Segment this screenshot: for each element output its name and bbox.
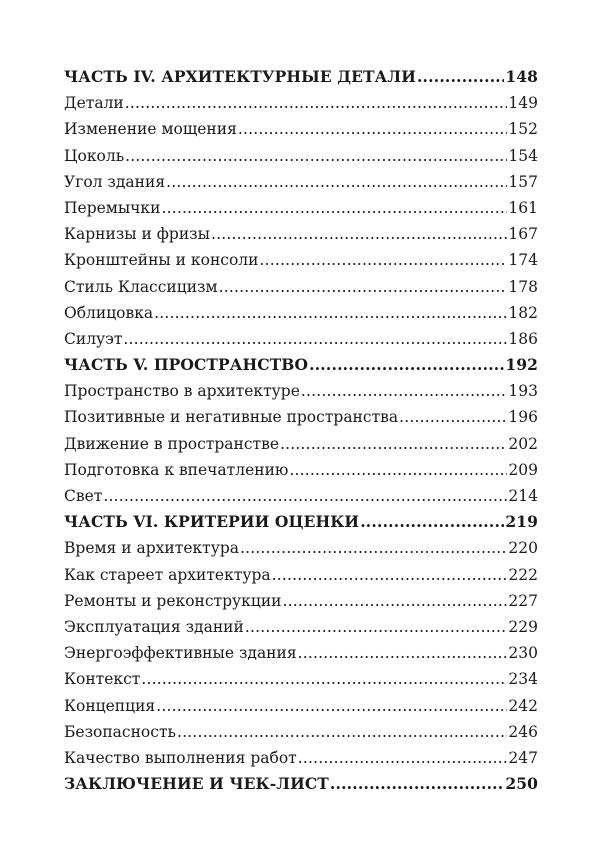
toc-dot-leader	[417, 64, 504, 90]
toc-dot-leader	[301, 378, 508, 404]
toc-entry-title: Угол здания	[64, 172, 166, 191]
toc-dot-leader	[240, 535, 507, 561]
toc-entry-title: Безопасность	[64, 722, 176, 741]
toc-dot-leader	[166, 169, 507, 195]
toc-entry-title: Позитивные и негативные пространства	[64, 408, 399, 427]
toc-entry-title: Концепция	[64, 696, 156, 715]
toc-page-number: 219	[505, 512, 538, 532]
toc-dot-leader	[161, 195, 507, 221]
toc-section-heading	[64, 64, 538, 90]
toc-page-number: 161	[508, 198, 538, 217]
toc-page-number: 167	[508, 225, 538, 244]
toc-page-number: 148	[505, 67, 538, 86]
table-of-contents	[64, 64, 538, 797]
toc-dot-leader	[154, 300, 507, 326]
toc-section-heading	[64, 509, 538, 535]
toc-entry-title: Перемычки	[64, 198, 161, 217]
toc-entry-title: Стиль Классицизм	[64, 277, 218, 296]
toc-entry	[64, 483, 538, 509]
toc-entry	[64, 640, 538, 666]
toc-dot-leader	[282, 588, 507, 614]
toc-page-number: 174	[508, 251, 538, 270]
toc-page-number: 196	[508, 408, 538, 427]
toc-page-number: 246	[508, 722, 538, 741]
toc-entry-title: Контекст	[64, 670, 141, 689]
toc-entry-title: Энергоэффективные здания	[64, 644, 297, 663]
toc-page-number: 182	[508, 303, 538, 322]
toc-dot-leader	[298, 640, 508, 666]
toc-entry	[64, 300, 538, 326]
toc-page-number: 250	[505, 774, 538, 794]
toc-entry	[64, 326, 538, 352]
toc-entry	[64, 378, 538, 404]
toc-dot-leader	[289, 457, 507, 483]
toc-dot-leader	[219, 274, 508, 300]
toc-dot-leader	[211, 221, 507, 247]
toc-dot-leader	[238, 116, 508, 142]
toc-dot-leader	[280, 431, 507, 457]
toc-page-number: 222	[508, 565, 538, 584]
toc-entry-title: Облицовка	[64, 303, 154, 322]
toc-page-number: 178	[508, 277, 538, 296]
toc-page-number: 154	[508, 146, 538, 165]
toc-entry-title: Как стареет архитектура	[64, 565, 271, 584]
toc-dot-leader	[245, 614, 508, 640]
toc-entry	[64, 221, 538, 247]
toc-page-number: 202	[508, 434, 538, 453]
toc-entry	[64, 719, 538, 745]
toc-entry-title: Детали	[64, 94, 124, 113]
toc-entry-title: ЧАСТЬ VI. КРИТЕРИИ ОЦЕНКИ	[64, 512, 360, 532]
toc-entry	[64, 457, 538, 483]
toc-entry	[64, 404, 538, 430]
toc-dot-leader	[259, 247, 507, 273]
toc-page-number: 229	[508, 617, 538, 636]
toc-entry	[64, 90, 538, 116]
toc-entry	[64, 247, 538, 273]
toc-page-number: 242	[508, 696, 538, 715]
toc-page-number: 152	[508, 120, 538, 139]
toc-dot-leader	[360, 509, 504, 535]
toc-page-number: 209	[508, 460, 538, 479]
toc-entry	[64, 535, 538, 561]
toc-entry-title: ЗАКЛЮЧЕНИЕ И ЧЕК-ЛИСТ	[64, 774, 329, 794]
toc-entry-title: Качество выполнения работ	[64, 748, 297, 767]
toc-dot-leader	[141, 666, 507, 692]
toc-page-number: 214	[508, 487, 538, 505]
toc-dot-leader	[103, 483, 507, 509]
toc-dot-leader	[156, 693, 507, 719]
toc-page-number: 227	[508, 591, 538, 610]
toc-page-number: 193	[508, 382, 538, 401]
toc-entry-title: Свет	[64, 487, 103, 505]
toc-dot-leader	[125, 143, 507, 169]
toc-entry	[64, 143, 538, 169]
toc-dot-leader	[399, 404, 507, 430]
toc-dot-leader	[125, 90, 508, 116]
toc-entry	[64, 562, 538, 588]
toc-entry-title: Кронштейны и консоли	[64, 251, 259, 270]
toc-entry	[64, 431, 538, 457]
toc-dot-leader	[309, 352, 504, 378]
toc-entry	[64, 588, 538, 614]
toc-entry	[64, 693, 538, 719]
toc-entry-title: Силуэт	[64, 329, 123, 348]
toc-page-number: 186	[508, 329, 538, 348]
toc-section-heading	[64, 352, 538, 378]
toc-entry-title: Время и архитектура	[64, 539, 240, 558]
toc-page-number: 230	[508, 644, 538, 663]
toc-entry-title: ЧАСТЬ IV. АРХИТЕКТУРНЫЕ ДЕТАЛИ	[64, 67, 416, 86]
toc-entry	[64, 666, 538, 692]
toc-dot-leader	[123, 326, 507, 352]
toc-page-number: 149	[508, 94, 538, 113]
toc-page-number: 157	[508, 172, 538, 191]
toc-entry	[64, 614, 538, 640]
toc-page-number: 234	[508, 670, 538, 689]
toc-entry-title: Цоколь	[64, 146, 125, 165]
toc-entry-title: Пространство в архитектуре	[64, 382, 300, 401]
toc-entry-title: Карнизы и фризы	[64, 225, 210, 244]
toc-entry	[64, 274, 538, 300]
toc-entry-title: Ремонты и реконструкции	[64, 591, 282, 610]
toc-dot-leader	[330, 771, 504, 797]
toc-entry	[64, 195, 538, 221]
toc-entry-title: Движение в пространстве	[64, 434, 279, 453]
toc-entry-title: Подготовка к впечатлению	[64, 460, 289, 479]
toc-page-number: 192	[505, 355, 538, 375]
toc-page-number: 247	[508, 748, 538, 767]
toc-page-number: 220	[508, 539, 538, 558]
toc-dot-leader	[177, 719, 507, 745]
toc-entry-title: ЧАСТЬ V. ПРОСТРАНСТВО	[64, 355, 309, 375]
toc-entry	[64, 169, 538, 195]
toc-dot-leader	[272, 562, 508, 588]
toc-section-heading	[64, 771, 538, 797]
toc-entry	[64, 116, 538, 142]
toc-dot-leader	[298, 745, 508, 771]
toc-entry-title: Изменение мощения	[64, 120, 237, 139]
toc-entry-title: Эксплуатация зданий	[64, 617, 244, 636]
toc-entry	[64, 745, 538, 771]
